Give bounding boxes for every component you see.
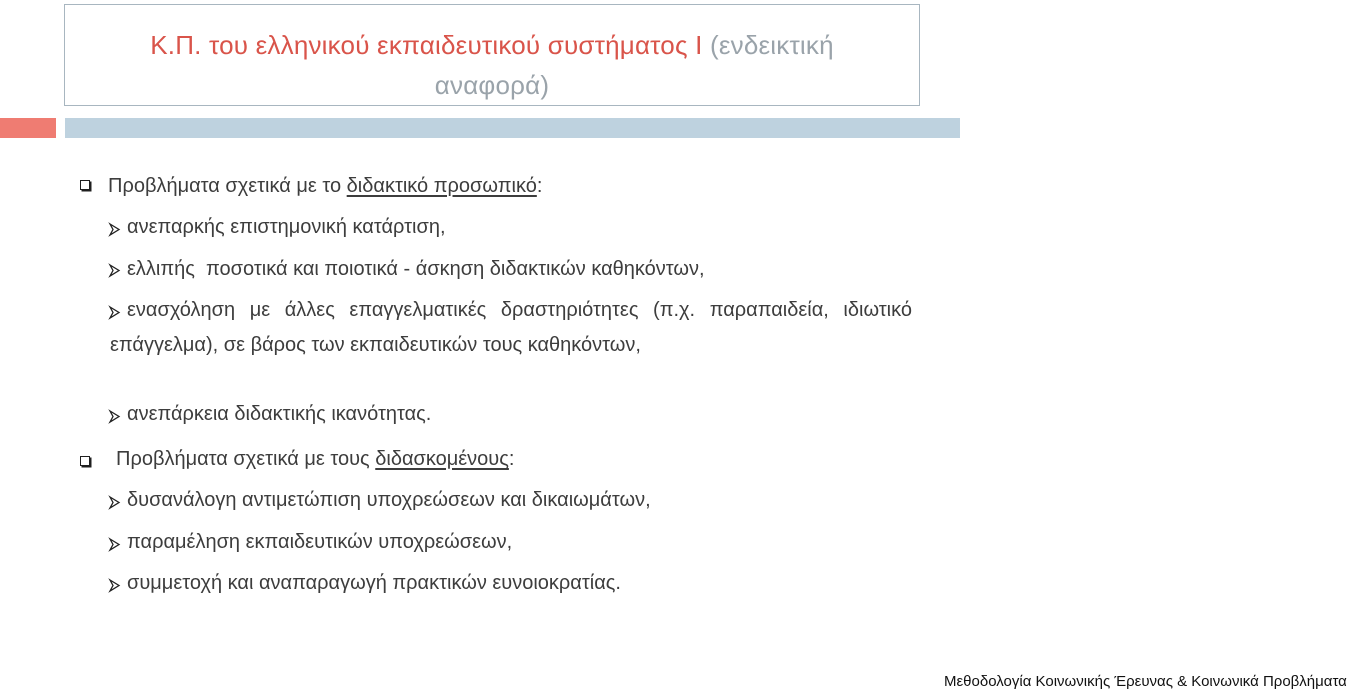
slide-title (64, 4, 920, 106)
accent-band-red (0, 118, 56, 138)
list-item-multiline: ενασχόληση με άλλες επαγγελματικές δραστηριότητες (π.χ. παραπαιδεία, ιδιωτικό επάγγελμα), σε βάρος των εκπαιδευτικών τους καθηκόντων, (110, 299, 912, 356)
title-note-line2: αναφορά) (434, 70, 550, 100)
list-item: παραμέληση εκπαιδευτικών υποχρεώσεων, (127, 531, 513, 553)
list-item: συμμετοχή και αναπαραγωγή πρακτικών ευνοιοκρατίας. (127, 572, 621, 594)
arrow-bullet-icon (109, 538, 120, 551)
list-item: ελλιπής ποσοτικά και ποιοτικά - άσκηση διδακτικών καθηκόντων, (127, 258, 705, 280)
checkbox-bullet-icon (80, 180, 90, 190)
accent-band-blue (65, 118, 960, 138)
arrow-bullet-icon (109, 223, 120, 236)
arrow-bullet-icon (109, 410, 120, 423)
title-main: Κ.Π. του ελληνικού εκπαιδευτικού συστήματος Ι (150, 30, 703, 60)
list-item: δυσανάλογη αντιμετώπιση υποχρεώσεων και δικαιωμάτων, (127, 489, 651, 511)
arrow-bullet-icon (109, 264, 120, 277)
section1-heading: Προβλήματα σχετικά με το διδακτικό προσωπικό: (108, 175, 543, 197)
section2-heading-underlined: διδασκομένους (375, 448, 509, 470)
checkbox-bullet-icon (80, 456, 90, 466)
list-item: ανεπάρκεια διδακτικής ικανότητας. (127, 403, 432, 425)
section1-heading-underlined: διδακτικό προσωπικό (346, 175, 537, 197)
section2-heading: Προβλήματα σχετικά με τους διδασκομένους: (116, 448, 515, 470)
list-item: ανεπαρκής επιστημονική κατάρτιση, (127, 216, 446, 238)
arrow-bullet-icon (109, 496, 120, 509)
title-note-line1: (ενδεικτική (709, 30, 834, 60)
arrow-bullet-icon (109, 579, 120, 592)
